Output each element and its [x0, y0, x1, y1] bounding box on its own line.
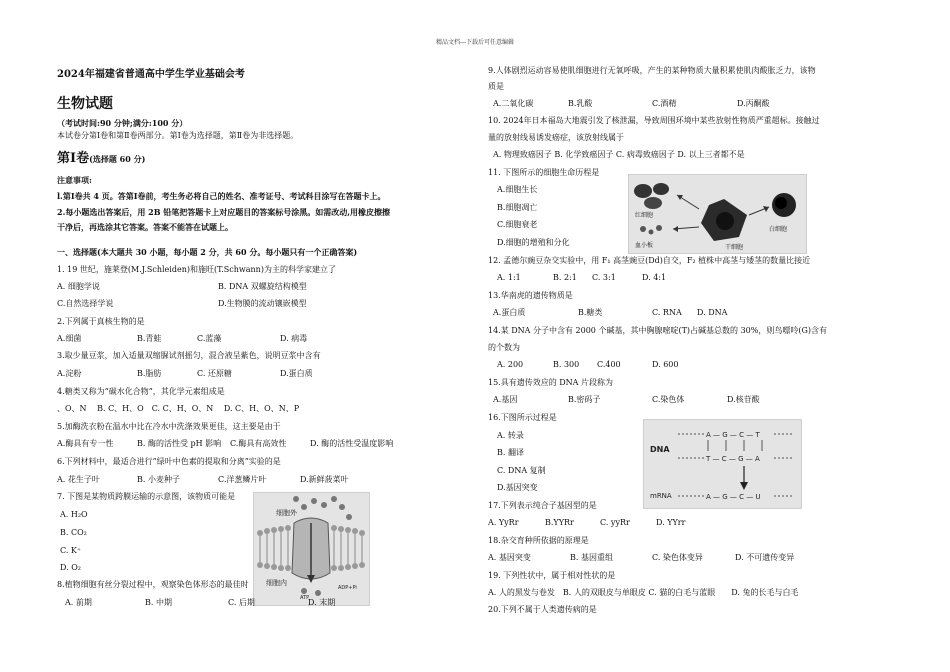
membrane-diagram — [254, 493, 369, 605]
q5-option-d: D. 酶的活性受温度影响 — [310, 439, 394, 448]
q8-option-c: C. 后期 — [228, 598, 255, 607]
q15-option-a: A.基因 — [493, 395, 518, 404]
q14-option-c: C.400 — [597, 360, 621, 369]
volume-sub: (选择题 60 分) — [89, 154, 146, 164]
q15-option-b: B.密码子 — [568, 395, 601, 404]
white-cell-label: 白细胞 — [769, 226, 788, 233]
q12-option-d: D. 4:1 — [642, 273, 667, 282]
q11-option-d: D.细胞的增殖和分化 — [497, 238, 570, 247]
question-1: 1. 19 世纪，施莱登(M.J.Schleiden)和施旺(T.Schwann)为主的科学家建立了 — [57, 265, 336, 274]
question-6: 6.下列材料中，最适合进行”绿叶中色素的提取和分离”实验的是 — [57, 457, 281, 466]
q15-option-d: D.核苷酸 — [727, 395, 760, 404]
q13-option-a: A.蛋白质 — [493, 308, 526, 317]
q4-options: 、O、N B. C、H、O C. C、H、O、N D. C、H、O、N、P — [57, 404, 300, 413]
question-20: 20.下列不属于人类遗传病的是 — [488, 605, 597, 614]
volume-heading — [57, 151, 145, 168]
membrane-transport-figure — [253, 492, 370, 606]
question-19: 19. 下列性状中，属于相对性状的是 — [488, 571, 616, 580]
q2-option-a: A.细菌 — [57, 334, 82, 343]
volume-main: 第Ⅰ卷 — [57, 151, 90, 166]
q15-option-c: C.染色体 — [652, 395, 685, 404]
q19-options: A. 人的黑发与卷发 B. 人的双眼皮与单眼皮 C. 猫的白毛与蓝眼 D. 兔的长毛与白毛 — [488, 588, 799, 597]
question-14: 14.某 DNA 分子中含有 2000 个碱基，其中胸腺嘧啶(T)占碱基总数的 30%，则鸟嘌呤(G)含有 — [488, 326, 827, 335]
q3-option-b: B.脂肪 — [137, 369, 162, 378]
q12-option-c: C. 3:1 — [592, 273, 616, 282]
q12-option-b: B. 2:1 — [553, 273, 577, 282]
question-13: 13.华南虎的遗传物质是 — [488, 291, 573, 300]
cell-diagram — [629, 175, 806, 253]
q10-options: A. 物理致癌因子 B. 化学致癌因子 C. 病毒致癌因子 D. 以上三者都不是 — [493, 150, 745, 159]
mrna-strand: A — G — C — U — [706, 493, 761, 501]
q1-option-b: B. DNA 双螺旋结构模型 — [218, 282, 307, 291]
q14-option-b: B. 300 — [553, 360, 580, 369]
intro-text: 本试卷分第Ⅰ卷和第Ⅱ卷两部分。第Ⅰ卷为选择题，第Ⅱ卷为非选择题。 — [57, 131, 299, 140]
question-7: 7. 下图是某物质跨膜运输的示意图，该物质可能是 — [57, 492, 236, 501]
question-11: 11. 下图所示的细胞生命历程是 — [488, 168, 600, 177]
q1-option-a: A. 细胞学说 — [57, 282, 100, 291]
page-header: 精品文档---下载后可任意编辑 — [435, 39, 515, 46]
mrna-label: mRNA — [650, 492, 672, 500]
outside-label: 细胞外 — [276, 509, 297, 517]
inside-label: 细胞内 — [266, 579, 287, 587]
subject-title: 生物试题 — [57, 96, 113, 112]
question-15: 15.具有遗传效应的 DNA 片段称为 — [488, 378, 613, 387]
question-17: 17.下列表示纯合子基因型的是 — [488, 501, 597, 510]
q1-option-c: C.自然选择学说 — [57, 299, 114, 308]
q17-option-c: C. yyRr — [600, 518, 630, 527]
notice-title: 注意事项: — [57, 175, 92, 185]
q6-option-d: D.新鲜菠菜叶 — [300, 475, 349, 484]
question-4: 4.糖类又称为“碳水化合物”，其化学元素组成是 — [57, 387, 225, 396]
q1-option-d: D.生物膜的流动镶嵌模型 — [218, 299, 307, 308]
q8-option-a: A. 前期 — [65, 598, 92, 607]
q7-option-c: C. K⁺ — [60, 546, 82, 555]
q17-option-a: A. YyRr — [488, 518, 519, 527]
notice-line-2: 2.每小题选出答案后，用 2B 铅笔把答题卡上对应题目的答案标号涂黑。如需改动,用橡皮擦擦 — [57, 207, 391, 217]
question-3: 3.取少量豆浆，加入适量双缩脲试剂摇匀，混合液呈紫色，说明豆浆中含有 — [57, 351, 321, 360]
question-9: 9.人体剧烈运动容易使肌细胞进行无氧呼吸，产生的某种物质大量积累使肌肉酸胀乏力，该物 — [488, 66, 816, 75]
section-heading: 一、选择题(本大题共 30 小题，每小题 2 分，共 60 分。每小题只有一个正确答案) — [57, 247, 358, 257]
q13-option-c: C. RNA — [652, 308, 682, 317]
q12-option-a: A. 1:1 — [497, 273, 521, 282]
cell-differentiation-figure — [628, 174, 807, 254]
question-18: 18.杂交育种所依据的原理是 — [488, 536, 589, 545]
q9-option-a: A.二氧化碳 — [493, 99, 534, 108]
dna-bottom-strand: T — C — G — A — [706, 455, 760, 463]
q16-option-d: D.基因突变 — [497, 483, 538, 492]
question-12: 12. 孟德尔豌豆杂交实验中，用 F₁ 高茎豌豆(Dd)自交，F₂ 植株中高茎与矮茎的数量比接近 — [488, 256, 811, 265]
q17-option-b: B.YYRr — [545, 518, 574, 527]
q13-option-d: D. DNA — [697, 308, 728, 317]
q9-option-d: D.丙酮酸 — [737, 99, 770, 108]
q5-option-b: B. 酶的活性受 pH 影响 — [137, 439, 222, 448]
notice-line-3: 干净后，再选涂其它答案。答案不能答在试题上。 — [57, 222, 233, 232]
q14-option-d: D. 600 — [652, 360, 679, 369]
q6-option-b: B. 小麦种子 — [137, 475, 180, 484]
question-10: 10. 2024年日本福岛大地震引发了核泄漏，导致周围环境中某些放射性物质严重超标。接触过 — [488, 116, 820, 125]
q11-option-b: B.细胞凋亡 — [497, 203, 538, 212]
question-9-cont: 质是 — [488, 82, 504, 91]
q6-option-c: C.洋葱鳞片叶 — [218, 475, 267, 484]
q11-option-a: A.细胞生长 — [497, 185, 538, 194]
q3-option-a: A.淀粉 — [57, 369, 82, 378]
q6-option-a: A. 花生子叶 — [57, 475, 100, 484]
transcription-figure — [643, 419, 802, 509]
adp-label: ADP+Pi — [338, 585, 357, 591]
question-5: 5.加酶洗衣粉在温水中比在冷水中洗涤效果更佳，这主要是由于 — [57, 422, 281, 431]
dna-label: DNA — [650, 445, 670, 454]
q5-option-a: A.酶具有专一性 — [57, 439, 114, 448]
q8-option-d: D. 末期 — [308, 598, 336, 607]
q18-option-d: D. 不可遗传变异 — [735, 553, 795, 562]
stem-cell-label: 干细胞 — [725, 244, 744, 251]
q5-option-c: C.酶具有高效性 — [230, 439, 287, 448]
q16-option-a: A. 转录 — [497, 431, 524, 440]
q7-option-d: D. O₂ — [60, 563, 81, 572]
question-14-cont: 的个数为 — [488, 343, 520, 352]
question-16: 16.下图所示过程是 — [488, 413, 557, 422]
dna-top-strand: A — G — C — T — [706, 431, 760, 439]
red-cell-label: 红细胞 — [635, 212, 654, 219]
time-note: （考试时间:90 分钟;满分:100 分） — [57, 118, 188, 128]
question-10-cont: 量的放射线易诱发癌症，该放射线属于 — [488, 133, 624, 142]
q2-option-b: B.青蛙 — [137, 334, 162, 343]
q13-option-b: B.糖类 — [578, 308, 603, 317]
q16-option-c: C. DNA 复制 — [497, 466, 546, 475]
q3-option-d: D.蛋白质 — [280, 369, 313, 378]
question-2: 2.下列属于真核生物的是 — [57, 317, 145, 326]
q8-option-b: B. 中期 — [145, 598, 172, 607]
exam-title: 2024年福建省普通高中学生学业基础会考 — [57, 69, 245, 80]
q18-option-b: B. 基因重组 — [570, 553, 613, 562]
atp-label: ATP — [300, 595, 310, 601]
q14-option-a: A. 200 — [497, 360, 524, 369]
q18-option-a: A. 基因突变 — [488, 553, 531, 562]
q11-option-c: C.细胞衰老 — [497, 220, 538, 229]
notice-line-1: l.第Ⅰ卷共 4 页。答第Ⅰ卷前，考生务必将自己的姓名、准考证号、考试科目涂写在答题卡上。 — [57, 191, 386, 201]
transcription-diagram — [644, 420, 801, 508]
q17-option-d: D. YYrr — [656, 518, 686, 527]
q18-option-c: C. 染色体变异 — [652, 553, 703, 562]
q7-option-a: A. H₂O — [60, 510, 88, 519]
q9-option-b: B.乳酸 — [568, 99, 593, 108]
q16-option-b: B. 翻译 — [497, 448, 524, 457]
q9-option-c: C.酒精 — [652, 99, 677, 108]
q2-option-c: C.蓝藻 — [197, 334, 222, 343]
q7-option-b: B. CO₂ — [60, 528, 87, 537]
q3-option-c: C. 还原糖 — [197, 369, 232, 378]
q2-option-d: D. 病毒 — [280, 334, 308, 343]
question-8: 8.植物细胞有丝分裂过程中，观察染色体形态的最佳时 — [57, 580, 249, 589]
platelet-label: 血小板 — [635, 242, 654, 249]
